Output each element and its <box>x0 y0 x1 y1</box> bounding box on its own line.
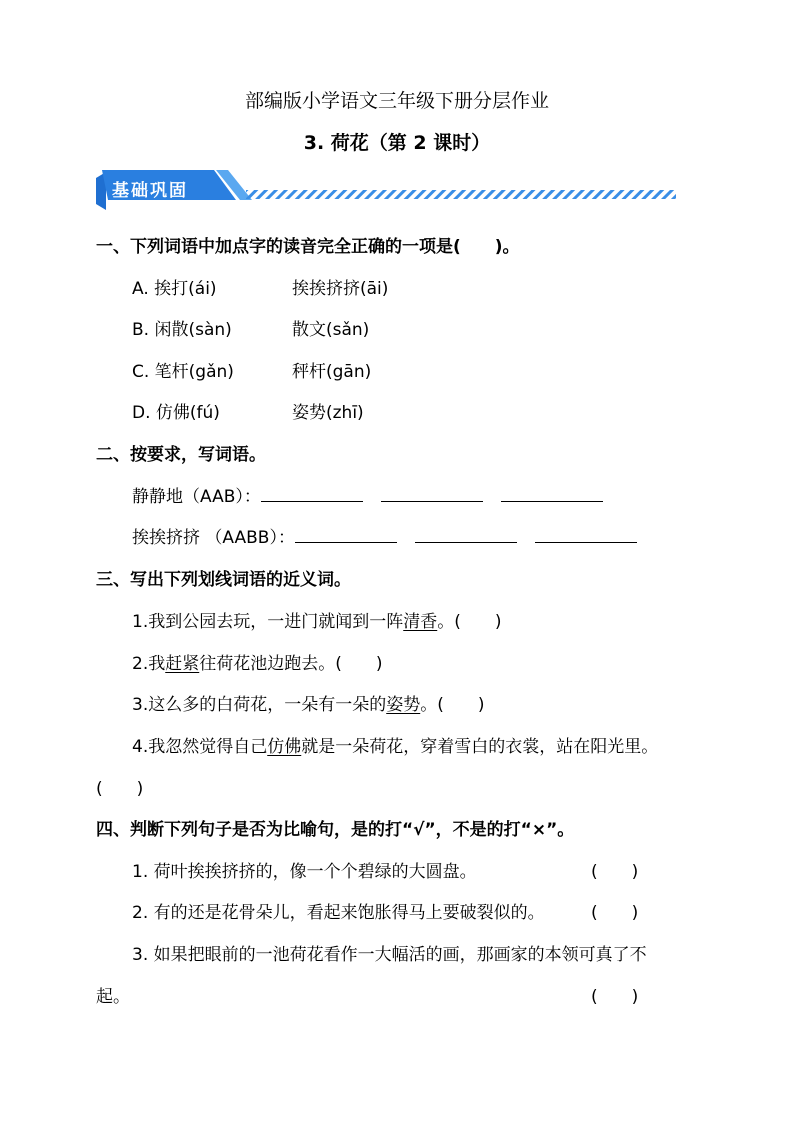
option-d-label: D. 仿佛(fú) <box>132 403 220 423</box>
answer-blank[interactable] <box>415 528 517 543</box>
option-c-label: C. 笔杆(gǎn) <box>132 362 234 382</box>
answer-blank[interactable] <box>261 487 363 502</box>
option-a-label: A. 挨打(ái) <box>132 279 217 299</box>
question-3-item-2 <box>132 649 383 674</box>
underlined-word: 清香 <box>403 612 438 632</box>
row-2-label: 挨挨挤挤 （AABB）： <box>132 528 295 548</box>
question-4-stem: 四、判断下列句子是否为比喻句，是的打“√”，不是的打“×”。 <box>96 820 575 840</box>
option-b-second: 散文(sǎn) <box>292 320 370 340</box>
section-banner-label: 基础巩固 <box>112 181 188 201</box>
question-3-stem: 三、写出下列划线词语的近义词。 <box>96 570 351 590</box>
option-b-label: B. 闲散(sàn) <box>132 320 232 340</box>
item-text: 3.这么多的白荷花，一朵有一朵的 <box>132 695 387 715</box>
answer-paren[interactable]: ( ) <box>591 903 639 923</box>
question-1-stem: 一、下列词语中加点字的读音完全正确的一项是( )。 <box>96 237 520 257</box>
answer-blank[interactable] <box>501 487 603 502</box>
question-3-item-4-answer: ( ) <box>96 779 144 799</box>
answer-blank[interactable] <box>295 528 397 543</box>
underlined-word: 姿势 <box>386 695 421 715</box>
question-3-item-3 <box>132 690 485 715</box>
answer-blank[interactable] <box>381 487 483 502</box>
item-text: 就是一朵荷花，穿着雪白的衣裳，站在阳光里。 <box>301 737 659 757</box>
document-title: 部编版小学语文三年级下册分层作业 <box>244 90 549 112</box>
lesson-title: 3. 荷花（第 2 课时） <box>303 132 491 154</box>
answer-paren[interactable]: ( ) <box>591 987 639 1007</box>
question-4-item-1: 1. 荷叶挨挨挤挤的，像一个个碧绿的大圆盘。 <box>132 862 477 882</box>
question-4-item-2: 2. 有的还是花骨朵儿，看起来饱胀得马上要破裂似的。 <box>132 903 545 923</box>
underlined-word: 赶紧 <box>165 654 200 674</box>
item-text: 。( ) <box>437 612 502 632</box>
question-4-item-3: 3. 如果把眼前的一池荷花看作一大幅活的画，那画家的本领可真了不 <box>132 945 647 965</box>
option-a-second: 挨挨挤挤(āi) <box>292 279 389 299</box>
option-c-second: 秤杆(gān) <box>292 362 372 382</box>
item-text: 4.我忽然觉得自己 <box>132 737 268 757</box>
question-3-item-4 <box>132 732 658 757</box>
answer-blank[interactable] <box>535 528 637 543</box>
option-d-second: 姿势(zhī) <box>292 403 364 423</box>
question-2-row-1 <box>132 482 621 507</box>
item-text: 。( ) <box>420 695 485 715</box>
question-3-item-1 <box>132 607 502 632</box>
row-1-label: 静静地（AAB）： <box>132 487 261 507</box>
question-2-row-2 <box>132 523 655 548</box>
question-4-item-3-tail: 起。 <box>96 987 130 1007</box>
item-text: 1.我到公园去玩，一进门就闻到一阵 <box>132 612 404 632</box>
item-text: 2.我 <box>132 654 166 674</box>
item-text: 往荷花池边跑去。( ) <box>199 654 383 674</box>
underlined-word: 仿佛 <box>267 737 302 757</box>
question-2-stem: 二、按要求，写词语。 <box>96 445 266 465</box>
answer-paren[interactable]: ( ) <box>591 862 639 882</box>
